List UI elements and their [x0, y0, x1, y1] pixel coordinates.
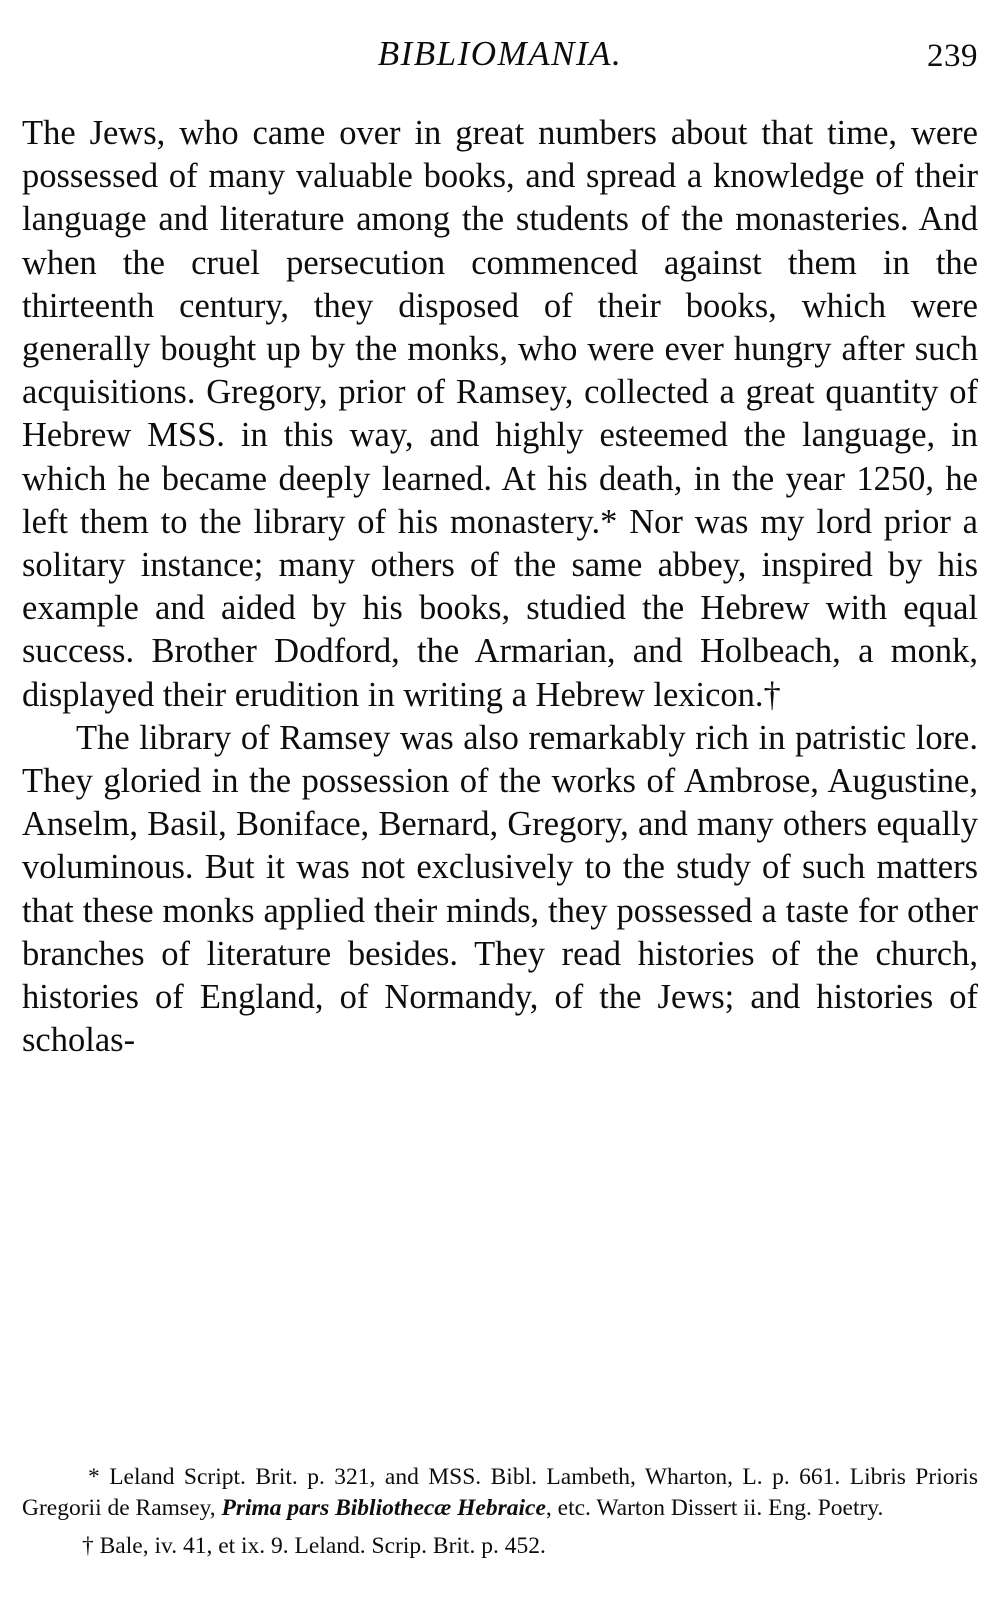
book-page	[0, 34, 1000, 1598]
paragraph: The library of Ramsey was also remarkably rich in patristic lore. They gloried in the possession of the works of Ambrose, Augustine, Anselm, Basil, Boniface, Bernard, Gregory, and many others equally voluminous. But it was not exclusively to the study of such matters that these monks applied their minds, they possessed a taste for other branches of literature besides. They read histories of the church, histories of England, of Normandy, of the Jews; and histories of scholas-	[22, 718, 978, 1060]
footnote-one-text-part1: * Leland Script. Brit. p. 321, and MSS. Bibl. Lambeth, Wharton, L. p. 661. Libris Prioris Gregorii de Ramsey,	[22, 1464, 978, 1521]
page-number: 239	[927, 38, 978, 74]
footnote-one	[22, 1462, 978, 1524]
body-text	[22, 112, 978, 1062]
footnote-one-text-part2: , etc. Warton Dissert ii. Eng. Poetry.	[545, 1495, 884, 1521]
footnotes	[22, 1462, 978, 1562]
page-title: BIBLIOMANIA.	[377, 34, 623, 73]
footnote-two: † Bale, iv. 41, et ix. 9. Leland. Scrip. Brit. p. 452.	[82, 1533, 546, 1559]
footnote-one-italic: Prima pars Bibliothecæ Hebraice	[221, 1495, 546, 1521]
running-head	[22, 34, 978, 112]
paragraph: The Jews, who came over in great numbers about that time, were possessed of many valuable books, and spread a knowledge of their language and literature among the students of the monasteries. And when the cruel persecution commenced against them in the thirteenth century, they disposed of their books, which were generally bought up by the monks, who were ever hungry after such acquisitions. Gregory, prior of Ramsey, collected a great quantity of Hebrew MSS. in this way, and highly esteemed the language, in which he became deeply learned. At his death, in the year 1250, he left them to the library of his monastery.* Nor was my lord prior a solitary instance; many others of the same abbey, inspired by his example and aided by his books, studied the Hebrew with equal success. Brother Dodford, the Armarian, and Holbeach, a monk, displayed their erudition in writing a Hebrew lexicon.†	[22, 114, 978, 714]
